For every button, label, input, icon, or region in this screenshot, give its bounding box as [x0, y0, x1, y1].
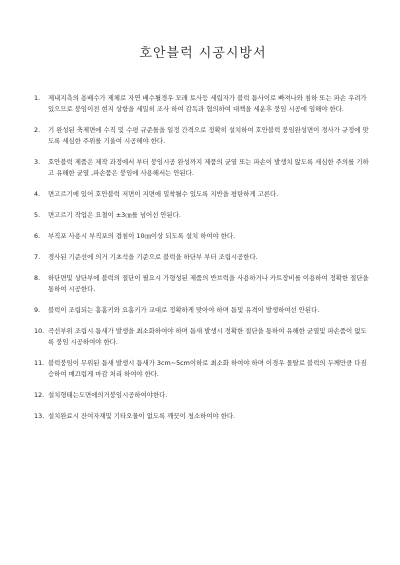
list-item — [34, 305, 372, 316]
list-item — [34, 157, 372, 179]
list-item — [34, 358, 372, 380]
item-number: 3. — [34, 158, 41, 166]
item-number: 2. — [34, 126, 41, 134]
item-text: 면고르기 작업은 요철이 ±3㎝를 넘어선 안된다. — [48, 211, 181, 219]
item-text: 기 완성된 축제면에 수직 및 수평 규준틀을 일정 간격으로 정확히 설치하여 호안블럭 붕임완성면이 경사가 규정에 맞도록 세심한 주위를 기울여 시공해야 한다. — [48, 126, 369, 145]
item-text: 경사된 기준선에 의거 기초석을 기준으로 블럭을 하단부 부터 조립시공한다. — [48, 253, 258, 261]
item-text: 하단면및 상단부에 블럭의 절단이 필요시 가형성된 제품의 반브럭을 사용하거나 카트장비를 이용하여 정확한 절단을 통하여 시공한다. — [48, 274, 369, 293]
document-title: 호안블럭 시공시방서 — [139, 46, 267, 61]
item-text: 블럭이 조립되는 홈홈키와 요홈키가 교대로 정확하게 맞아야 하며 틈및 유격이 발생하여선 안된다. — [48, 306, 320, 314]
list-item — [34, 210, 372, 221]
item-number: 5. — [34, 211, 41, 219]
item-number: 13. — [34, 412, 45, 420]
item-text: 설치완료시 잔여자재및 기타오물이 없도록 깨끗이 청소하여야 한다. — [48, 412, 236, 420]
list-item — [34, 252, 372, 263]
item-text: 블럭붕임이 무위된 틈새 발생시 틈새가 3cm~5cm이하로 최소화 하여야 하며 이경우 몰탈로 블럭의 두께만큼 다짐승하여 매끄럽게 마감 처리 하여야 한다. — [48, 359, 367, 378]
item-text: 면고르기에 있어 호안블럭 저면이 지면에 밀착될수 있도록 지반을 평탄하게 고른다. — [48, 190, 279, 198]
item-text: 호안블럭 제품은 제작 과정에서 부터 붕임시공 완성까지 제품의 균열 또는 파손이 발생치 않도록 세심한 주의를 기하고 유해한 균열 ,파손품은 붕임에 사용해서는 안된다. — [48, 158, 369, 177]
list-item — [34, 125, 372, 147]
item-number: 8. — [34, 274, 41, 282]
item-number: 9. — [34, 306, 41, 314]
list-item — [34, 189, 372, 200]
list-item — [34, 93, 372, 115]
item-number: 11. — [34, 359, 45, 367]
list-item — [34, 273, 372, 295]
item-number: 6. — [34, 232, 41, 240]
item-number: 12. — [34, 391, 45, 399]
list-item — [34, 390, 372, 401]
item-text: 부직포 사용시 부직포의 겹침이 10㎝이상 되도록 설치 하여야 한다. — [48, 232, 236, 240]
item-text: 제내지측의 용배수가 제체로 자연 배수될경우 모래 토사등 세립자가 블럭 틈사이로 빠져나와 침하 또는 파손 우려가 있으므로 붕임이전 현지 상항을 세밀히 조사 하여 감독과 협의하여 대책을 세운후 붕임 시공에 임해야 한다. — [48, 94, 367, 113]
item-number: 10. — [34, 327, 45, 335]
specification-list — [34, 93, 372, 422]
item-text: 곡선부위 조립시 틈새가 발생을 최소화하여야 하며 틈새 발생시 정확한 절단을 통하여 유해한 균열및 파손품이 없도록 붕임 시공하여야 한다. — [48, 327, 367, 346]
list-item — [34, 231, 372, 242]
item-number: 7. — [34, 253, 41, 261]
item-number: 4. — [34, 190, 41, 198]
item-text: 설치형태는도면에의거붕임시공하여야한다. — [48, 391, 168, 399]
list-item — [34, 326, 372, 348]
item-number: 1. — [34, 94, 41, 102]
list-item — [34, 411, 372, 422]
